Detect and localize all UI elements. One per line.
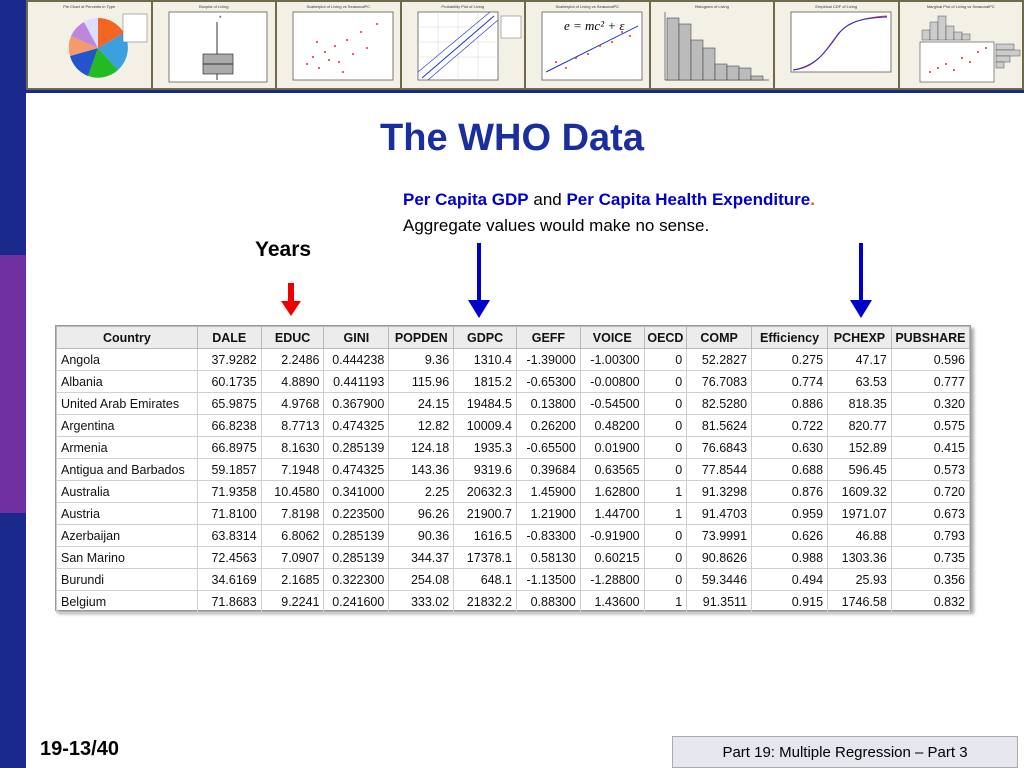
table-cell[interactable]: 76.7083 xyxy=(687,371,752,393)
table-cell[interactable]: 21900.7 xyxy=(454,503,517,525)
table-row xyxy=(57,591,970,613)
table-cell[interactable]: 0 xyxy=(644,437,687,459)
table-cell[interactable]: -1.28800 xyxy=(580,569,644,591)
table-cell[interactable]: 143.36 xyxy=(389,459,454,481)
table-cell[interactable]: Albania xyxy=(57,371,198,393)
table-row xyxy=(57,393,970,415)
table-cell[interactable]: 0 xyxy=(644,525,687,547)
table-cell[interactable]: 1971.07 xyxy=(828,503,892,525)
table-cell[interactable]: 0.735 xyxy=(891,547,969,569)
table-cell[interactable]: 71.8683 xyxy=(197,591,261,613)
thumbnail-title: Probability Plot of Living xyxy=(441,4,485,9)
table-cell[interactable]: 0.63565 xyxy=(580,459,644,481)
table-cell[interactable]: 0.285139 xyxy=(324,547,389,569)
table-cell[interactable]: 47.17 xyxy=(828,349,892,371)
table-cell[interactable]: 1616.5 xyxy=(454,525,517,547)
table-cell[interactable]: 0.39684 xyxy=(516,459,580,481)
table-cell[interactable]: 0.01900 xyxy=(580,437,644,459)
table-cell[interactable]: 1310.4 xyxy=(454,349,517,371)
pie-chart-icon xyxy=(28,2,151,88)
table-cell[interactable]: 152.89 xyxy=(828,437,892,459)
table-cell[interactable]: Antigua and Barbados xyxy=(57,459,198,481)
table-cell[interactable]: -0.54500 xyxy=(580,393,644,415)
thumbnail-probability-plot xyxy=(402,2,525,88)
header-divider xyxy=(26,90,1024,93)
column-header[interactable]: Country xyxy=(57,327,198,349)
table-cell[interactable]: 66.8975 xyxy=(197,437,261,459)
table-cell[interactable]: 1.21900 xyxy=(516,503,580,525)
table-cell[interactable]: 818.35 xyxy=(828,393,892,415)
table-cell[interactable]: 76.6843 xyxy=(687,437,752,459)
table-cell[interactable]: 596.45 xyxy=(828,459,892,481)
table-cell[interactable]: 52.2827 xyxy=(687,349,752,371)
table-cell[interactable]: 17378.1 xyxy=(454,547,517,569)
table-cell[interactable]: 0.876 xyxy=(752,481,828,503)
table-cell[interactable]: 0.356 xyxy=(891,569,969,591)
boxplot-icon xyxy=(153,2,276,88)
column-header[interactable]: GINI xyxy=(324,327,389,349)
column-header[interactable]: PUBSHARE xyxy=(891,327,969,349)
column-header[interactable]: OECD xyxy=(644,327,687,349)
table-cell[interactable]: United Arab Emirates xyxy=(57,393,198,415)
table-cell[interactable]: 8.1630 xyxy=(261,437,324,459)
table-cell[interactable]: 9.2241 xyxy=(261,591,324,613)
table-cell[interactable]: 1609.32 xyxy=(828,481,892,503)
table-cell[interactable]: 72.4563 xyxy=(197,547,261,569)
left-bar-purple xyxy=(0,255,26,513)
table-cell[interactable]: 1.44700 xyxy=(580,503,644,525)
table-cell[interactable]: 4.9768 xyxy=(261,393,324,415)
table-cell[interactable]: 1.62800 xyxy=(580,481,644,503)
column-header[interactable]: POPDEN xyxy=(389,327,454,349)
table-cell[interactable]: 0.886 xyxy=(752,393,828,415)
table-cell[interactable]: -0.65500 xyxy=(516,437,580,459)
column-header[interactable]: Efficiency xyxy=(752,327,828,349)
table-cell[interactable]: 0 xyxy=(644,569,687,591)
thumbnail-marginal-plot xyxy=(900,2,1023,88)
table-cell[interactable]: 19484.5 xyxy=(454,393,517,415)
table-cell[interactable]: 1935.3 xyxy=(454,437,517,459)
table-cell[interactable]: 46.88 xyxy=(828,525,892,547)
table-cell[interactable]: 0.494 xyxy=(752,569,828,591)
table-cell[interactable]: 90.36 xyxy=(389,525,454,547)
thumbnail-scatterplot xyxy=(277,2,400,88)
table-cell[interactable]: 0.630 xyxy=(752,437,828,459)
table-cell[interactable]: 24.15 xyxy=(389,393,454,415)
table-cell[interactable]: 66.8238 xyxy=(197,415,261,437)
table-cell[interactable]: 0.241600 xyxy=(324,591,389,613)
table-cell[interactable]: 10009.4 xyxy=(454,415,517,437)
column-header[interactable]: VOICE xyxy=(580,327,644,349)
table-cell[interactable]: 648.1 xyxy=(454,569,517,591)
column-header[interactable]: COMP xyxy=(687,327,752,349)
table-cell[interactable]: 0.285139 xyxy=(324,525,389,547)
table-cell[interactable]: -1.00300 xyxy=(580,349,644,371)
table-cell[interactable]: 0.573 xyxy=(891,459,969,481)
table-cell[interactable]: 1 xyxy=(644,591,687,613)
table-cell[interactable]: 0.275 xyxy=(752,349,828,371)
table-cell[interactable]: 2.25 xyxy=(389,481,454,503)
table-cell[interactable]: 34.6169 xyxy=(197,569,261,591)
column-header[interactable]: EDUC xyxy=(261,327,324,349)
note-period: . xyxy=(810,190,815,209)
table-cell[interactable]: 7.0907 xyxy=(261,547,324,569)
blue-arrow-pchexp-icon xyxy=(850,243,872,319)
table-cell[interactable]: 71.8100 xyxy=(197,503,261,525)
thumbnail-cdf-plot xyxy=(775,2,898,88)
table-cell[interactable]: 0.441193 xyxy=(324,371,389,393)
blue-arrow-gdpc-icon xyxy=(468,243,490,319)
table-cell[interactable]: 91.3298 xyxy=(687,481,752,503)
table-cell[interactable]: 0.88300 xyxy=(516,591,580,613)
page-number: 19-13/40 xyxy=(40,738,119,760)
table-cell[interactable]: 7.8198 xyxy=(261,503,324,525)
thumbnail-title: Boxplot of Living xyxy=(199,4,229,9)
table-cell[interactable]: 0 xyxy=(644,393,687,415)
table-cell[interactable]: 21832.2 xyxy=(454,591,517,613)
table-cell[interactable]: 0 xyxy=(644,371,687,393)
table-cell[interactable]: 1.45900 xyxy=(516,481,580,503)
table-cell[interactable]: 0.223500 xyxy=(324,503,389,525)
table-cell[interactable]: 0 xyxy=(644,349,687,371)
scatterplot-icon xyxy=(277,2,400,88)
column-header[interactable]: GDPC xyxy=(454,327,517,349)
table-cell[interactable]: Armenia xyxy=(57,437,198,459)
table-cell[interactable]: 0.415 xyxy=(891,437,969,459)
table-header-row xyxy=(57,327,970,349)
table-cell[interactable]: 71.9358 xyxy=(197,481,261,503)
table-cell[interactable]: 820.77 xyxy=(828,415,892,437)
table-row xyxy=(57,437,970,459)
table-cell[interactable]: 37.9282 xyxy=(197,349,261,371)
table-cell[interactable]: 59.3446 xyxy=(687,569,752,591)
note-line-2: Aggregate values would make no sense. xyxy=(403,216,710,235)
table-cell[interactable]: 115.96 xyxy=(389,371,454,393)
thumbnail-histogram xyxy=(651,2,774,88)
table-cell[interactable]: 0 xyxy=(644,415,687,437)
table-cell[interactable]: 59.1857 xyxy=(197,459,261,481)
thumbnail-title: Pie Chart of Percents in Type xyxy=(63,4,116,9)
table-cell[interactable]: 0.720 xyxy=(891,481,969,503)
table-cell[interactable]: 12.82 xyxy=(389,415,454,437)
thumbnail-title: Empirical CDF of Living xyxy=(815,4,858,9)
table-cell[interactable]: 65.9875 xyxy=(197,393,261,415)
table-cell[interactable]: -0.65300 xyxy=(516,371,580,393)
table-cell[interactable]: -1.39000 xyxy=(516,349,580,371)
table-cell[interactable]: 0.626 xyxy=(752,525,828,547)
table-row xyxy=(57,525,970,547)
left-accent-bar xyxy=(0,0,26,768)
column-header[interactable]: GEFF xyxy=(516,327,580,349)
note-line-1 xyxy=(403,187,815,213)
table-cell[interactable]: 0.793 xyxy=(891,525,969,547)
table-cell[interactable]: 6.8062 xyxy=(261,525,324,547)
table-row xyxy=(57,481,970,503)
note-and: and xyxy=(528,190,567,209)
table-cell[interactable]: 4.8890 xyxy=(261,371,324,393)
page-title: The WHO Data xyxy=(380,117,644,159)
table-cell[interactable]: 0.474325 xyxy=(324,415,389,437)
table-cell[interactable]: 63.8314 xyxy=(197,525,261,547)
thumbnail-strip xyxy=(26,0,1024,90)
histogram-icon xyxy=(651,2,774,88)
column-header[interactable]: DALE xyxy=(197,327,261,349)
cdf-plot-icon xyxy=(775,2,898,88)
years-label: Years xyxy=(255,238,312,261)
table-cell[interactable]: 344.37 xyxy=(389,547,454,569)
table-row xyxy=(57,459,970,481)
table-body xyxy=(57,349,970,613)
table-cell[interactable]: 1 xyxy=(644,503,687,525)
table-cell[interactable]: 2.2486 xyxy=(261,349,324,371)
note-health-exp: Per Capita Health Expenditure xyxy=(566,190,811,209)
table-cell[interactable]: 63.53 xyxy=(828,371,892,393)
thumbnail-title: Scatterplot of Living vs SeasonalPC xyxy=(306,4,371,9)
table-cell[interactable]: 0.341000 xyxy=(324,481,389,503)
left-bar-blue-bottom xyxy=(0,513,26,768)
regression-formula: e = mc² + ε xyxy=(564,18,625,33)
marginal-plot-icon xyxy=(900,2,1023,88)
table-row xyxy=(57,503,970,525)
thumbnail-pie-chart xyxy=(28,2,151,88)
table-cell[interactable]: 0.322300 xyxy=(324,569,389,591)
svg-text:*: * xyxy=(218,16,221,22)
table-cell[interactable]: 77.8544 xyxy=(687,459,752,481)
table-cell[interactable]: 0.596 xyxy=(891,349,969,371)
table-cell[interactable]: 82.5280 xyxy=(687,393,752,415)
table-cell[interactable]: Azerbaijan xyxy=(57,525,198,547)
red-arrow-icon xyxy=(281,283,301,317)
table-cell[interactable]: 0 xyxy=(644,547,687,569)
table-cell[interactable]: San Marino xyxy=(57,547,198,569)
table-cell[interactable]: 0.774 xyxy=(752,371,828,393)
table-cell[interactable]: 1303.36 xyxy=(828,547,892,569)
thumbnail-regression-plot xyxy=(526,2,649,88)
table-cell[interactable]: 0.60215 xyxy=(580,547,644,569)
table-cell[interactable]: -0.91900 xyxy=(580,525,644,547)
regression-plot-icon xyxy=(526,2,649,88)
data-grid xyxy=(56,326,970,613)
table-cell[interactable]: 81.5624 xyxy=(687,415,752,437)
table-cell[interactable]: 0.959 xyxy=(752,503,828,525)
table-cell[interactable]: Austria xyxy=(57,503,198,525)
table-cell[interactable]: -1.13500 xyxy=(516,569,580,591)
table-cell[interactable]: 0.474325 xyxy=(324,459,389,481)
who-data-table xyxy=(55,325,971,611)
table-cell[interactable]: Argentina xyxy=(57,415,198,437)
table-cell[interactable]: Burundi xyxy=(57,569,198,591)
table-cell[interactable]: 0 xyxy=(644,459,687,481)
table-cell[interactable]: Angola xyxy=(57,349,198,371)
note-gdp: Per Capita GDP xyxy=(403,190,529,209)
table-cell[interactable]: 0.575 xyxy=(891,415,969,437)
table-cell[interactable]: 0.444238 xyxy=(324,349,389,371)
table-cell[interactable]: 8.7713 xyxy=(261,415,324,437)
table-cell[interactable]: 0.13800 xyxy=(516,393,580,415)
thumbnail-title: Scatterplot of Living vs SeasonalPC xyxy=(555,4,620,9)
table-cell[interactable]: 1746.58 xyxy=(828,591,892,613)
table-cell[interactable]: -0.83300 xyxy=(516,525,580,547)
table-cell[interactable]: 0.988 xyxy=(752,547,828,569)
probability-plot-icon xyxy=(402,2,525,88)
table-cell[interactable]: Belgium xyxy=(57,591,198,613)
footer-label: Part 19: Multiple Regression – Part 3 xyxy=(672,736,1018,768)
table-cell[interactable]: 7.1948 xyxy=(261,459,324,481)
table-cell[interactable]: 333.02 xyxy=(389,591,454,613)
table-cell[interactable]: 73.9991 xyxy=(687,525,752,547)
table-cell[interactable]: 1815.2 xyxy=(454,371,517,393)
table-cell[interactable]: 90.8626 xyxy=(687,547,752,569)
table-cell[interactable]: 1.43600 xyxy=(580,591,644,613)
table-cell[interactable]: 0.367900 xyxy=(324,393,389,415)
table-cell[interactable]: 0.26200 xyxy=(516,415,580,437)
table-cell[interactable]: 254.08 xyxy=(389,569,454,591)
table-cell[interactable]: 20632.3 xyxy=(454,481,517,503)
table-cell[interactable]: 0.777 xyxy=(891,371,969,393)
table-row xyxy=(57,371,970,393)
table-cell[interactable]: 1 xyxy=(644,481,687,503)
thumbnail-boxplot xyxy=(153,2,276,88)
table-cell[interactable]: 91.4703 xyxy=(687,503,752,525)
table-cell[interactable]: 0.722 xyxy=(752,415,828,437)
table-cell[interactable]: 124.18 xyxy=(389,437,454,459)
table-cell[interactable]: 10.4580 xyxy=(261,481,324,503)
table-row xyxy=(57,547,970,569)
table-row xyxy=(57,415,970,437)
table-cell[interactable]: 9.36 xyxy=(389,349,454,371)
table-cell[interactable]: Australia xyxy=(57,481,198,503)
table-cell[interactable]: 0.285139 xyxy=(324,437,389,459)
table-cell[interactable]: 96.26 xyxy=(389,503,454,525)
column-header[interactable]: PCHEXP xyxy=(828,327,892,349)
annotation-note xyxy=(403,187,815,239)
table-cell[interactable]: 0.673 xyxy=(891,503,969,525)
thumbnail-title: Histogram of Living xyxy=(694,4,729,9)
thumbnail-title: Marginal Plot of Living vs SeasonalPC xyxy=(926,4,995,9)
table-cell[interactable]: 2.1685 xyxy=(261,569,324,591)
table-cell[interactable]: -0.00800 xyxy=(580,371,644,393)
table-cell[interactable]: 25.93 xyxy=(828,569,892,591)
table-cell[interactable]: 9319.6 xyxy=(454,459,517,481)
table-cell[interactable]: 0.915 xyxy=(752,591,828,613)
table-cell[interactable]: 0.688 xyxy=(752,459,828,481)
table-cell[interactable]: 0.320 xyxy=(891,393,969,415)
table-cell[interactable]: 0.48200 xyxy=(580,415,644,437)
table-row xyxy=(57,569,970,591)
table-cell[interactable]: 91.3511 xyxy=(687,591,752,613)
table-cell[interactable]: 60.1735 xyxy=(197,371,261,393)
table-row xyxy=(57,349,970,371)
table-cell[interactable]: 0.58130 xyxy=(516,547,580,569)
table-cell[interactable]: 0.832 xyxy=(891,591,969,613)
